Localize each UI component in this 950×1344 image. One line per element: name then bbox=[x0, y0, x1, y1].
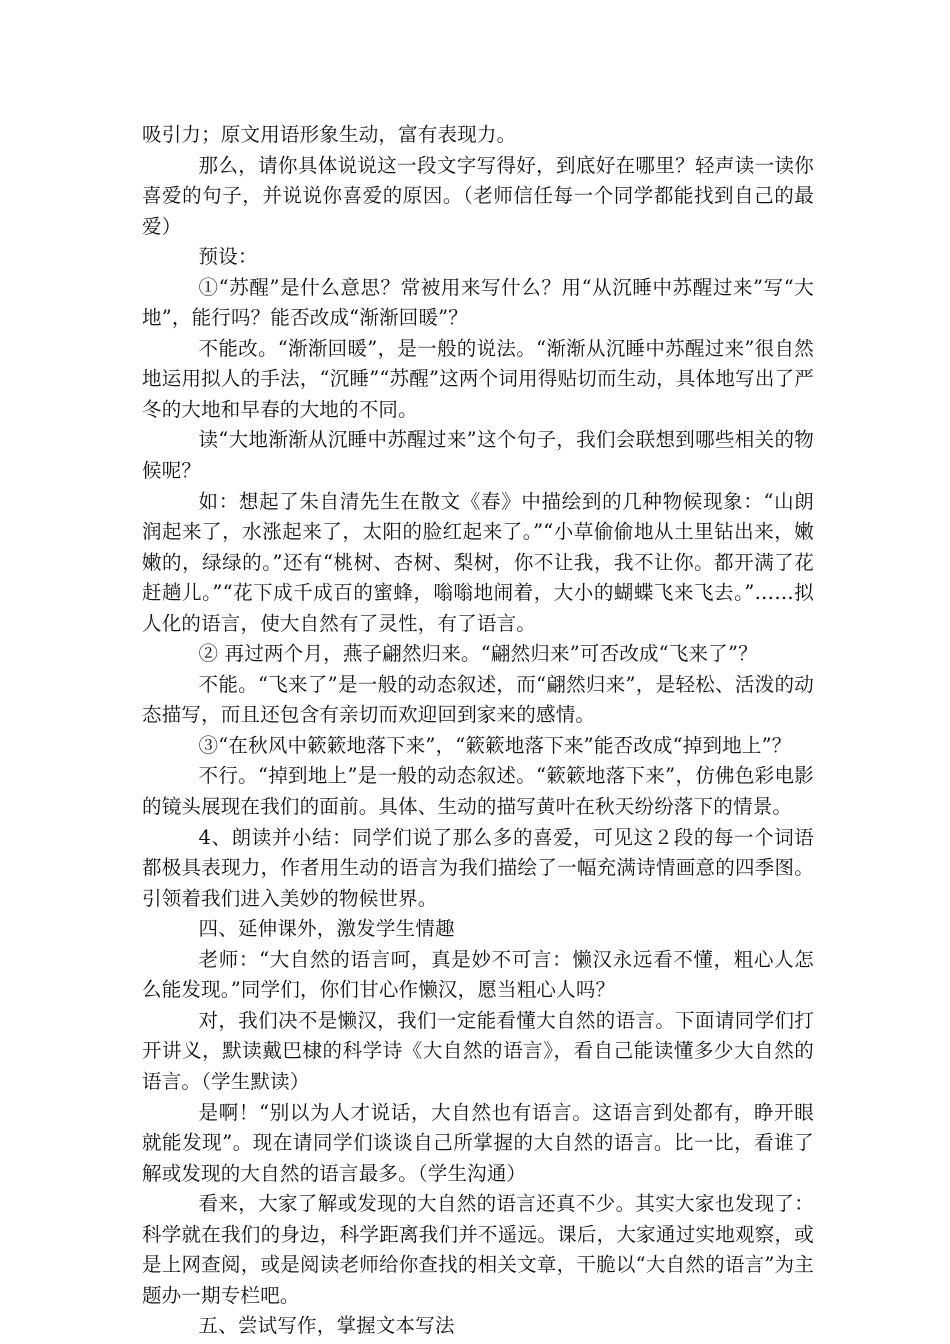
paragraph-item-3-answer: 不行。“掉到地上”是一般的动态叙述。“簌簌地落下来”，仿佛色彩电影的镜头展现在我们的面前。具体、生动的描写黄叶在秋天纷纷落下的情景。 bbox=[142, 764, 814, 819]
paragraph-item-3-question: ③“在秋风中簌簌地落下来”，“簌簌地落下来”能否改成“掉到地上”？ bbox=[198, 733, 792, 757]
paragraph-summary: 4、朗读并小结：同学们说了那么多的喜爱，可见这２段的每一个词语都极具表现力，作者用生动的语言为我们描绘了一幅充满诗情画意的四季图。引领着我们进入美妙的物候世界。 bbox=[142, 825, 814, 910]
paragraph-continuation: 吸引力；原文用语形象生动，富有表现力。 bbox=[142, 123, 517, 146]
paragraph-discussion: 是啊！“别以为人才说话，大自然也有语言。这语言到处都有，睁开眼就能发现”。现在请同学们谈谈自己所掌握的大自然的语言。比一比，看谁了解或发现的大自然的语言最多。（学生沟通） bbox=[142, 1100, 814, 1185]
paragraph-silent-reading: 对，我们决不是懒汉，我们一定能看懂大自然的语言。下面请同学们打开讲义，默读戴巴棣的科学诗《大自然的语言》，看自己能读懂多少大自然的语言。（学生默读） bbox=[142, 1008, 814, 1093]
paragraph-spring-example: 如：想起了朱自清先生在散文《春》中描绘到的几种物候现象：“山朗润起来了，水涨起来了，太阳的脸红起来了。”“小草偷偷地从土里钻出来，嫩嫩的，绿绿的。”还有“桃树、杏树、梨树，你不让我，我不让你。都开满了花赶趟儿。”“花下成千成百的蜜蜂，嗡嗡地闹着，大小的蝴蝶飞来飞去。”……拟人化的语言，使大自然有了灵性，有了语言。 bbox=[142, 489, 814, 635]
paragraph-item-1-answer: 不能改。“渐渐回暖”，是一般的说法。“渐渐从沉睡中苏醒过来”很自然地运用拟人的手法，“沉睡”“苏醒”这两个词用得贴切而生动，具体地写出了严冬的大地和早春的大地的不同。 bbox=[142, 336, 814, 421]
paragraph-item-2-answer: 不能。“飞来了”是一般的动态叙述，而“翩然归来”，是轻松、活泼的动态描写，而且还包含有亲切而欢迎回到家来的感情。 bbox=[142, 672, 814, 727]
document-body bbox=[142, 120, 814, 1342]
paragraph-item-2-question: ② 再过两个月，燕子翩然归来。“翩然归来”可否改成“飞来了”？ bbox=[198, 642, 758, 666]
paragraph-phenology-question: 读“大地渐渐从沉睡中苏醒过来”这个句子，我们会联想到哪些相关的物候呢？ bbox=[142, 428, 814, 483]
paragraph-item-1-question: ①“苏醒”是什么意思？常被用来写什么？用“从沉睡中苏醒过来”写“大地”，能行吗？能否改成“渐渐回暖”？ bbox=[142, 275, 814, 330]
section-heading-5: 五、尝试写作，掌握文本写法 bbox=[198, 1314, 455, 1338]
paragraph-question-prompt: 那么，请你具体说说这一段文字写得好，到底好在哪里？轻声读一读你喜爱的句子，并说说你喜爱的原因。（老师信任每一个同学都能找到自己的最爱） bbox=[142, 153, 814, 238]
section-heading-4: 四、延伸课外，激发学生情趣 bbox=[198, 917, 455, 941]
paragraph-homework: 看来，大家了解或发现的大自然的语言还真不少。其实大家也发现了：科学就在我们的身边，科学距离我们并不遥远。课后，大家通过实地观察，或是上网查阅，或是阅读老师给你查找的相关文章，干脆以“大自然的语言”为主题办一期专栏吧。 bbox=[142, 1192, 814, 1307]
paragraph-preset-label: 预设： bbox=[198, 245, 258, 269]
paragraph-teacher-quote: 老师：“大自然的语言呵，真是妙不可言：懒汉永远看不懂，粗心人怎么能发现。”同学们，你们甘心作懒汉，愿当粗心人吗？ bbox=[142, 947, 814, 1002]
